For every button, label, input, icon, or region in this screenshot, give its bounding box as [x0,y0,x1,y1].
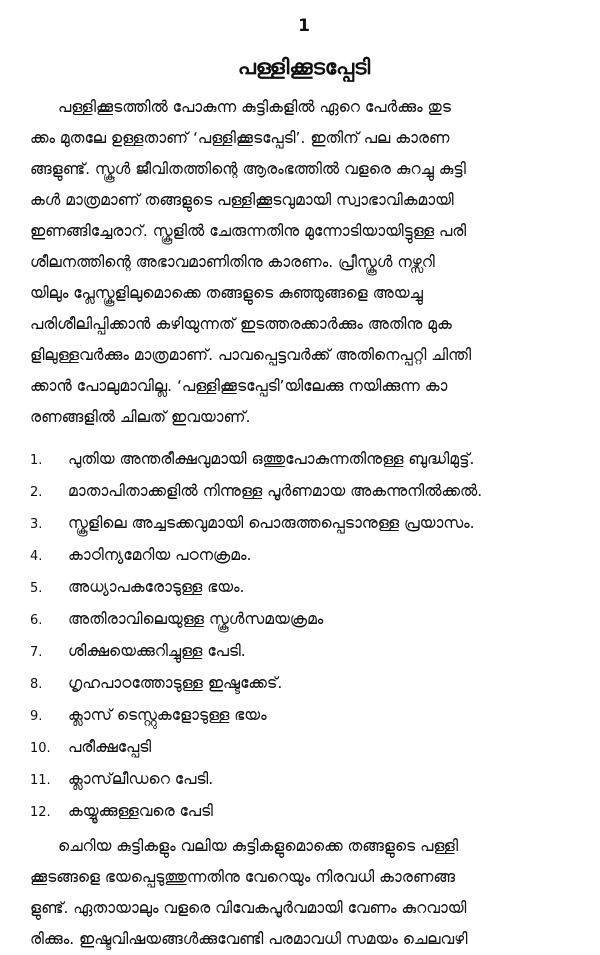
list-text: സ്കൂളിലെ അച്ചടക്കവുമായി പൊരുത്തപ്പെടാനുള്ള പ്രയാസം. [68,514,475,532]
list-number: 11. [30,773,51,788]
page-number: 1 [298,16,310,36]
list-item [30,443,578,475]
list-text: പുതിയ അന്തരീക്ഷവുമായി ഒത്തുപോകുന്നതിനുള്ള ബുദ്ധിമുട്ട്. [68,450,475,468]
paragraph-line: ളിലുള്ളവർക്കും മാത്രമാണ്. പാവപ്പെട്ടവർക്ക് അതിനെപ്പറ്റി ചിന്തി [30,346,472,364]
reasons-list [30,443,578,827]
chapter-title: പള്ളിക്കൂടപ്പേടി [237,55,371,79]
paragraph-line: ശീലനത്തിന്റെ അഭാവമാണിതിനു കാരണം. പ്രീസ്കൂൾ നഴ്സറി [30,253,435,271]
list-item [30,571,578,603]
list-text: ക്ലാസ്‌ലീഡറെ പേടി. [68,770,214,788]
paragraph-line: ളുണ്ട്. ഏതായാലും വളരെ വിവേകപൂർവമായി വേണം കുറവായി [30,899,467,917]
list-text: ക്ലാസ് ടെസ്റ്റുകളോടുള്ള ഭയം [68,706,267,724]
paragraph-line: ചെറിയ കുട്ടികളും വലിയ കുട്ടികളുമൊക്കെ തങ്ങളുടെ പള്ളി [58,837,459,855]
paragraph-line: ക്കം മുതലേ ഉള്ളതാണ് ‘പള്ളിക്കൂടപ്പേടി’. ഇതിന് പല കാരണ [30,129,450,147]
list-text: ഗൃഹപാഠത്തോടുള്ള ഇഷ്ടക്കേട്. [68,674,283,692]
list-text: മാതാപിതാക്കളിൽ നിന്നുള്ള പൂർണമായ അകന്നുനിൽക്കൽ. [68,482,483,500]
list-text: അധ്യാപകരോടുള്ള ഭയം. [68,578,245,596]
list-number: 5. [30,581,43,596]
list-item [30,507,578,539]
list-item [30,731,578,763]
list-text: കാഠിന്യമേറിയ പഠനക്രമം. [68,546,252,564]
list-number: 3. [30,517,43,532]
list-item [30,539,578,571]
list-item [30,475,578,507]
list-number: 12. [30,805,51,820]
intro-paragraph [30,92,578,433]
list-number: 6. [30,613,43,628]
list-item [30,667,578,699]
list-number: 7. [30,645,43,660]
list-number: 8. [30,677,43,692]
paragraph-line: രിക്കും. ഇഷ്ടവിഷയങ്ങൾക്കുവേണ്ടി പരമാവധി സമയം ചെലവഴി [30,930,468,948]
paragraph-line: പള്ളിക്കൂടത്തിൽ പോകുന്ന കുട്ടികളിൽ ഏറെ പേർക്കും തുട [58,98,451,116]
list-text: അതിരാവിലെയുള്ള സ്കൂൾസമയക്രമം [68,610,324,628]
list-item [30,603,578,635]
list-item [30,763,578,795]
paragraph-line: ങ്ങളുണ്ട്. സ്കൂൾ ജീവിതത്തിന്റെ ആരംഭത്തിൽ വളരെ കുറച്ചു കുട്ടി [30,160,466,178]
list-number: 2. [30,485,43,500]
list-text: ശിക്ഷയെക്കുറിച്ചുള്ള പേടി. [68,642,246,660]
list-number: 4. [30,549,43,564]
paragraph-line: ക്കാൻ പോലുമാവില്ല. ‘പള്ളിക്കൂടപ്പേടി’യിലേക്കു നയിക്കുന്ന കാ [30,377,448,395]
paragraph-line: കൾ മാത്രമാണ് തങ്ങളുടെ പള്ളിക്കൂടവുമായി സ്വാഭാവികമായി [30,191,454,209]
list-number: 10. [30,741,51,756]
closing-paragraph [30,831,578,955]
list-number: 1. [30,453,43,468]
list-item [30,635,578,667]
paragraph-line: യിലും പ്ലേസ്കൂളിലുമൊക്കെ തങ്ങളുടെ കുഞ്ഞുങ്ങളെ അയച്ചു [30,284,423,302]
paragraph-line: ഇണങ്ങിച്ചേരാറ്. സ്കൂളിൽ ചേരുന്നതിനു മുന്നോടിയായിട്ടുള്ള പരി [30,222,467,240]
paragraph-line: രണങ്ങളിൽ ചിലത് ഇവയാണ്. [30,408,251,426]
list-text: കയ്യൂക്കുള്ളവരെ പേടി [68,802,213,820]
list-item [30,699,578,731]
list-text: പരീക്ഷപ്പേടി [68,738,152,756]
paragraph-line: ക്കൂടങ്ങളെ ഭയപ്പെടുത്തുന്നതിനു വേറെയും നിരവധി കാരണങ്ങ [30,868,456,886]
list-item [30,795,578,827]
list-number: 9. [30,709,43,724]
paragraph-line: പരിശീലിപ്പിക്കാൻ കഴിയുന്നത് ഇടത്തരക്കാർക്കും അതിനു മുക [30,315,452,333]
